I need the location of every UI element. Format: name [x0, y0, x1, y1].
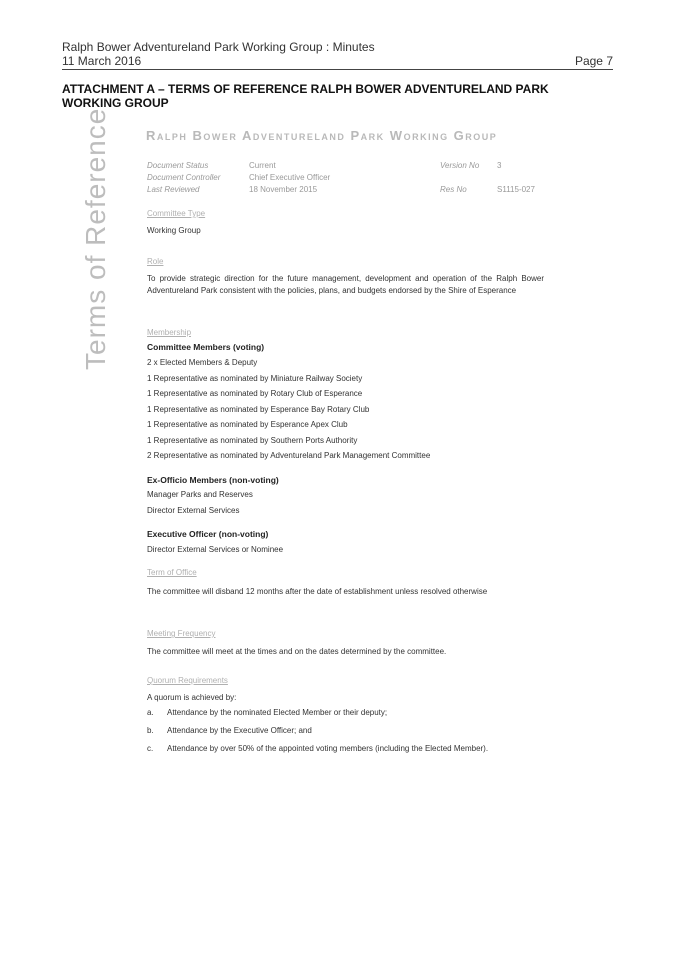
exofficio-member: Manager Parks and Reserves	[147, 490, 253, 499]
committee-type-heading: Committee Type	[147, 209, 206, 218]
meta-res-label: Res No	[440, 185, 467, 194]
term-heading: Term of Office	[147, 568, 197, 577]
voting-member: 1 Representative as nominated by Rotary Club of Esperance	[147, 389, 363, 398]
page-number: Page 7	[574, 54, 613, 68]
voting-member: 1 Representative as nominated by Miniature Railway Society	[147, 374, 363, 383]
meta-status-label: Document Status	[147, 161, 209, 170]
voting-member: 2 Representative as nominated by Adventureland Park Management Committee	[147, 451, 431, 460]
voting-member: 1 Representative as nominated by Southern Ports Authority	[147, 436, 358, 445]
role-text: To provide strategic direction for the future management, development and operation of the Ralph Bower Adventureland Park consistent with the policies, plans, and budgets endorsed by the Shire of Esperance	[147, 274, 544, 295]
exec-heading: Executive Officer (non-voting)	[147, 529, 269, 539]
quorum-item-text: Attendance by over 50% of the appointed voting members (including the Elected Member).	[167, 744, 489, 753]
exofficio-member: Director External Services	[147, 506, 240, 515]
quorum-item-text: Attendance by the Executive Officer; and	[167, 726, 312, 735]
voting-member: 1 Representative as nominated by Esperance Bay Rotary Club	[147, 405, 370, 414]
quorum-item-text: Attendance by the nominated Elected Member or their deputy;	[167, 708, 388, 717]
exofficio-heading: Ex-Officio Members (non-voting)	[147, 475, 279, 485]
voting-heading: Committee Members (voting)	[147, 342, 265, 352]
header-divider	[62, 69, 613, 70]
meta-reviewed-label: Last Reviewed	[147, 185, 200, 194]
meeting-text: The committee will meet at the times and on the dates determined by the committee.	[147, 647, 447, 656]
header-title: Ralph Bower Adventureland Park Working Group : Minutes	[62, 40, 375, 54]
meeting-heading: Meeting Frequency	[147, 629, 216, 638]
voting-member: 2 x Elected Members & Deputy	[147, 358, 258, 367]
quorum-heading: Quorum Requirements	[147, 676, 228, 685]
meta-controller-label: Document Controller	[147, 173, 221, 182]
term-text: The committee will disband 12 months after the date of establishment unless resolved otherwise	[147, 587, 488, 596]
meta-res-value: S1115-027	[497, 185, 535, 194]
meta-controller-value: Chief Executive Officer	[249, 173, 331, 182]
quorum-intro: A quorum is achieved by:	[147, 693, 237, 702]
voting-member: 1 Representative as nominated by Esperance Apex Club	[147, 420, 348, 429]
meta-version-value: 3	[497, 161, 502, 170]
committee-type-value: Working Group	[147, 226, 201, 235]
meta-reviewed-value: 18 November 2015	[249, 185, 318, 194]
meta-version-label: Version No	[440, 161, 480, 170]
side-title: Terms of Reference	[80, 107, 111, 370]
meta-status-value: Current	[249, 161, 276, 170]
tor-title: Ralph Bower Adventureland Park Working Group	[146, 128, 498, 143]
membership-heading: Membership	[147, 328, 192, 337]
quorum-item-marker: a.	[147, 708, 154, 717]
quorum-item-marker: c.	[147, 744, 154, 753]
role-heading: Role	[147, 257, 164, 266]
header-date: 11 March 2016	[62, 54, 142, 68]
exec-officer: Director External Services or Nominee	[147, 545, 284, 554]
attachment-title: ATTACHMENT A – TERMS OF REFERENCE RALPH BOWER ADVENTURELAND PARK WORKING GROUP	[62, 82, 549, 110]
quorum-item-marker: b.	[147, 726, 154, 735]
